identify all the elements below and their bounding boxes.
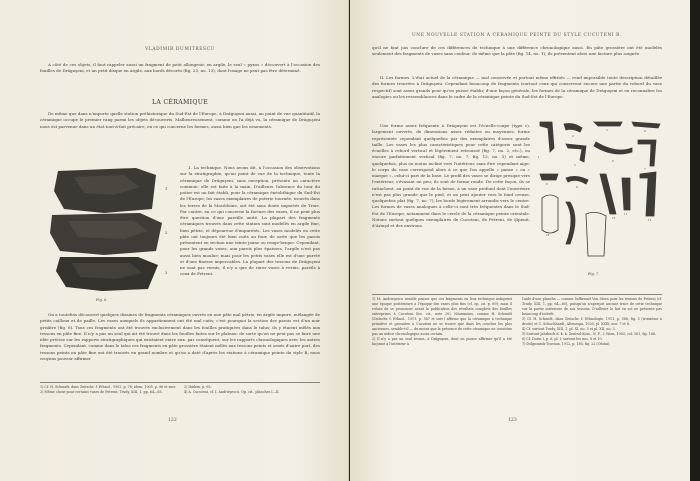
paragraph-3-text: On a toutefois découvert quelques dizaines de fragments céramiques ouvrés en une pâte mal pétrie, en argile impure, mélangée de petits cailloux et de paille. Les vases auxquels ils appartiennent ont été mal cuits; c'est pourquoi la section des parois est d'un noir grisâtre (fig. 6). Tous ces fragments ont été trouvés exclusivement dans les fouilles pratiquées dans le talus; ils y étaient mêlés aux tessons en pâte fine. Il n'y a pas un seul qui ait été trouvé dans les fouilles faites sur le plateau: de sorte qu'on ne peut pas se faire une idée précise sur les rapports stratigraphiques qui existaient entre eux, par conséquent, sur les rapports chronologiques avec les autres fragments. Cependant, comme dans le talus ces fragments en pâte grossière étaient mêlés aux tessons peints et ornés d'autre part, des tessons peints en pâte fine ont été trouvés en grand nombre et qu'on a daté d'après les stations à céramique peinte du style B, nous croyons pouvoir affirmer	[40, 312, 320, 361]
page-number-right: 123	[508, 418, 517, 423]
shard-images	[44, 165, 172, 295]
profile-3	[594, 122, 622, 126]
profile-7	[638, 140, 656, 166]
footnotes-left-col-2: 3) Ibidem, p. 65. 4) A. Cucuteni, cf. I. Andrieşescu, Op. cit., planches I—II.	[184, 385, 280, 395]
profile-6	[594, 142, 632, 154]
profile-12	[640, 172, 656, 216]
profile-14	[566, 202, 575, 244]
figure-num-8: 8	[546, 183, 548, 186]
footnotes-left-col-1: 1) Cf. H. Schmidt, dans Zeitschr. f. Ethnol., 1902, p. 78; idem, 1905, p. 96 et suiv. 2) Même chose pour certains vases de Petreni; Trudy, XIII, 1, pp. 64—65.	[40, 385, 176, 395]
running-header-left: VLADIMIR DUMITRESCU	[145, 47, 215, 52]
shard-label-2: 2	[165, 231, 168, 235]
figure-num-10: 10	[612, 217, 616, 220]
section-title: LA CÉRAMIQUE	[151, 99, 209, 106]
shard-label-3: 3	[165, 271, 168, 275]
paragraph-1	[40, 111, 320, 130]
footnote-rule-left	[40, 382, 320, 383]
footnotes-right-col-1: 1) M. Andrieşescu semble penser que ces fragments en leur technique indiquent une époque postérieure à l'époque des vases plus fins (cf. op. cit. p. 69); mais il refuse de se prononcer avant la publication des résultats complets des fouilles entreprises à Cucuteni (loc. cit., note 20). Néanmoins, comme H. Schmidt (Zeitschr. f. Ethnol., 1911, p. 587 et suiv.) affirme que la céramique à technique primitive et grossière à Cucuteni ne se trouve que dans les couches les plus anciennes, semble-t-il — du moins que la présence de cette céramique ne constitue pas un indice chronologique assez certain. 2) Il n'y a pas un seul tesson, à Drăguşeni, dont on puisse affirmer qu'il a été façonné à l'intérieur à	[372, 297, 512, 347]
figure-6-caption: Fig. 6.	[96, 298, 108, 302]
figure-num-3: 3	[606, 129, 608, 132]
paragraph-2-text: 1. La technique. Nous avons dit, à l'occasion des observations sur la stratigraphie, qu'au point de vue de la technique, toute la céramique de Drăguşeni, sans exception, présente un caractère commun: elle est faite à la main. D'ailleurs l'absence du tour du potier est un fait établi, pour la céramique énéolithique du Sud-Est de l'Europe; les vases exemplaires de poterie tournée, trouvés dans les terres de la Macédoine, ont été sans doute importés de Troie. Par contre, en ce qui concerne la facture des vases, il ne peut plus être question d'une pareille unité. La plupart des fragments céramiques trouvés dans cette station sont modelés en argile fine, bien pétrie, et dépourvue d'impuretés. Les vases modelés en cette pâte ont toujours été bien cuits au four, de sorte que les parois présentent en section une teinte jaune ou rouge-brique. Cependant, pour les grands vases, aux parois plus épaisses, l'argile n'est pas aussi bien moulue; mais pour les petits vases elle est d'une pureté et d'une finesse impeccables. La plupart des tessons de Drăguşeni ne sont pas vernis; il n'y a que de rares vases à vernis, pareils à ceux de Petreni.	[180, 165, 320, 277]
shard-label-1: 1	[165, 187, 168, 191]
left-page	[0, 0, 349, 481]
profile-4	[632, 122, 660, 128]
figure-num-6: 6	[612, 160, 614, 163]
profile-15	[586, 212, 606, 256]
profile-8	[540, 174, 558, 180]
profile-1	[540, 122, 554, 152]
intro-text: A côté de ces objets, il faut rappeler aussi un fragment de petit allongeoir, en argile, le seul « pyxos » découvert à l'occasion des fouilles de Drăguşeni, et un petit disque en argile, aux bords décorés (fig. 23, no. 13), dont l'usage ne peut pas être déterminé.	[40, 62, 320, 74]
intro-paragraph	[40, 62, 320, 75]
running-header-right: UNE NOUVELLE STATION À CÉRAMIQUE PEINTE DU STYLE CUCUTENI B.	[411, 33, 623, 38]
figure-num-13: 13	[546, 234, 550, 237]
figure-num-9: 9	[576, 186, 578, 189]
figure-num-1: 1	[538, 156, 540, 159]
paragraph-1-text: De même que dans n'importe quelle station préhistorique du Sud-Est de l'Europe, à Drăguşeni aussi, au point de vue quantitatif, la céramique occupe le premier rang parmi les objets découverts. Malheureusement, comme on l'a déjà vu, la céramique de Drăguşeni nous est parvenue dans un état tout-à-fait précaire, en ce qui concerne les formes, aussi bien que les ornements.	[40, 111, 320, 129]
profile-10	[600, 174, 616, 214]
figure-num-11: 11	[624, 213, 628, 216]
paragraph-3	[40, 312, 320, 362]
figure-num-2: 2	[572, 135, 574, 138]
figure-num-5: 5	[574, 164, 576, 167]
figure-7	[536, 118, 666, 268]
paragraph-2	[180, 165, 320, 278]
paragraph-top-text: qu'il ne faut pas conclure de ces différences de technique à une différence chronologique aussi. En pâte grossière ont été modelés seulement des fragments de vases sans couleur, de même que la pâte (fig. 14, no. 1); ils présentent alors une facture plus soignée.	[372, 45, 662, 57]
paragraph-forms	[372, 75, 662, 100]
figure-7-caption: Fig. 7.	[588, 272, 600, 276]
page-number-left: 122	[168, 418, 177, 423]
figure-num-12: 12	[648, 219, 652, 222]
footnote-rule-right	[372, 294, 662, 295]
profile-11	[622, 178, 630, 210]
figure-6	[44, 165, 172, 295]
right-page	[350, 0, 690, 481]
paragraph-top	[372, 45, 662, 58]
figure-num-4: 4	[644, 130, 646, 133]
figure-num-7: 7	[644, 168, 646, 171]
profile-13	[542, 195, 558, 233]
profile-5	[566, 144, 586, 162]
paragraph-forms-2-text: Une forme assez fréquente à Drăguşeni est l'écuelle-coupe (type c), largement ouverte, de dimensions assez réduites ou moyennes, forme représentée cependant quelquefois par des exemplaires d'assez grande taille. Les vases les plus caractéristiques pour cette catégorie sont les écuelles à rebord vertical et légèrement retroussé (fig. 7, no. 2, etc.), ou encore parfaitement vertical (fig. 7, no. 7; fig. 12, no. 3) et même, quelquefois, plus ou moins incliné vers l'intérieur, sans être cependant aigu: le corps du vase correspond alors à ce que l'on appelle « panse » ou « marque », celui-ci part de la base. Le profil des vases se dirige presque vers l'extérieur, s'évasant un peu; ils sont de forme ronde. De cette façon, ils se rattachent, au point de vue de la forme, à un vase profond dont l'ouverture n'est pas plus grande que le pied, et on peut ajouter vers le fond creuse, quelquefois plat (fig. 7, no. 7), les bords légèrement arrondis vers le centre. Les formes de vases analogues à celle-ci sont très fréquentes dans le Sud-Est de l'Europe, notamment dans le cercle de la céramique peinte orientale. Notons surtout quelques exemplaires de Cucuteni, de Petreni, de Şipenit, d'Ariuşd et des environs.	[372, 123, 530, 228]
dark-background-edge	[690, 0, 700, 481]
paragraph-forms-text: II. Les formes. L'état actuel de la céramique — mal conservée et partout même effritée — rend impossible toute description détaillée des formes trouvées à Drăguşeni. Cependant beaucoup de fragments (surtout ceux qui conservent encore une partie du rebord du vase respectif) sont assez grands pour qu'on puisse établir, d'une façon générale, les formes de la céramique de Drăguşeni et en reconnaître les analogies ou les ressemblances dans le cadre de la céramique peinte du Sud-Est de l'Europe.	[372, 75, 662, 99]
profile-2	[564, 124, 582, 133]
vessel-profiles	[536, 118, 666, 268]
paragraph-forms-2	[372, 123, 530, 229]
footnotes-right-col-2: l'aide d'une planche — comme l'affirmait Von Stern pour les tessons de Petreni (cf. Trudy, XIII, 1, pp. 64—65), puisqu'on n'aperçoit aucune trace de cette technique sur la partie intérieure de nos tessons. D'ailleurs le fait en soi ne présente pas beaucoup d'intérêt. 3) Cf. H. Schmidt, dans Zeitschr. f. Ethnologie, 1911, p. 588, fig. 5 (troisième à droite) et C. Schuchhardt, Alteuropa, 1926, pl. XXIX, nos. 7 et 8. 4) Cf. surtout Trudy, XIII, 1, pl. XI, no. 3 et pl. XII, no. 3. 5) Surtout Jahrbuch d. k. k. Zentral-Kom., N. F., I, Wien, 1903, col. 161, fig. 168. 6) Cf. Dorin I, p. 6, pl. I; surtout les nos. 8 et 10. 7) Dolgozatok-Travaux, 1912, p. 185, fig. 22 (Ofotai).	[522, 297, 662, 347]
profile-9	[566, 176, 588, 184]
